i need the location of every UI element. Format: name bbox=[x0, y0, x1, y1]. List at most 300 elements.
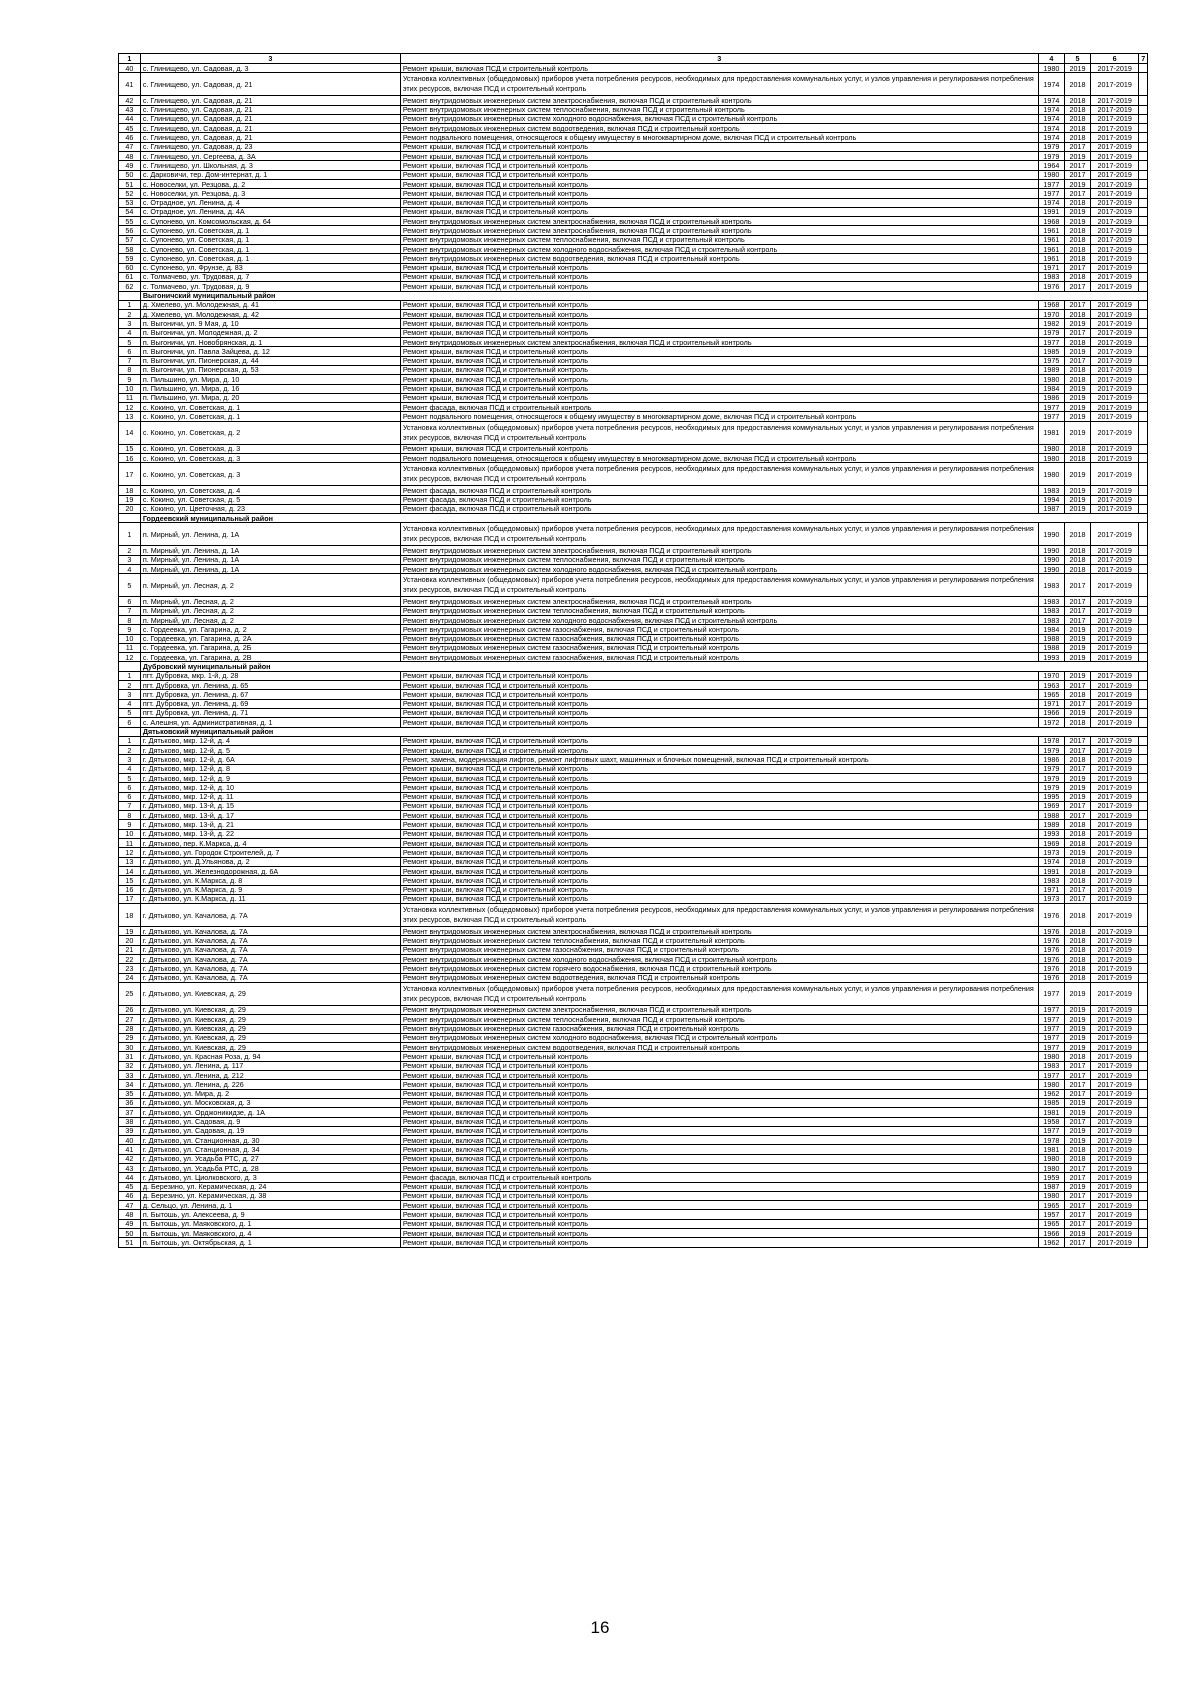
work-type-cell: Ремонт внутридомовых инженерных систем газоснабжения, включая ПСД и строительный контроль bbox=[400, 634, 1038, 643]
work-type-cell: Ремонт крыши, включая ПСД и строительный контроль bbox=[400, 736, 1038, 745]
section-header-row bbox=[119, 291, 1148, 300]
planned-year-cell: 2019 bbox=[1064, 653, 1090, 662]
planned-year-cell: 2017 bbox=[1064, 142, 1090, 151]
empty-cell bbox=[1139, 245, 1148, 254]
table-row bbox=[119, 1126, 1148, 1135]
address-cell: г. Дятьково, мкр. 12-й, д. 4 bbox=[140, 736, 400, 745]
table-row bbox=[119, 1191, 1148, 1200]
table-row bbox=[119, 393, 1148, 402]
empty-cell bbox=[1139, 282, 1148, 291]
empty-cell bbox=[1139, 272, 1148, 281]
work-type-cell: Ремонт крыши, включая ПСД и строительный контроль bbox=[400, 1182, 1038, 1191]
row-number: 34 bbox=[119, 1080, 141, 1089]
row-number: 48 bbox=[119, 1210, 141, 1219]
planned-year-cell: 2018 bbox=[1064, 857, 1090, 866]
empty-cell bbox=[1139, 486, 1148, 495]
work-type-cell: Установка коллективных (общедомовых) приборов учета потребления ресурсов, необходимых для предоставления коммунальных услуг, и узлов управления и регулирования потребления этих ресурсов, включая ПСД и строительный контроль bbox=[400, 904, 1038, 927]
build-year-cell: 1977 bbox=[1038, 1024, 1064, 1033]
period-cell: 2017-2019 bbox=[1091, 1163, 1139, 1172]
planned-year-cell: 2019 bbox=[1064, 1126, 1090, 1135]
period-cell: 2017-2019 bbox=[1091, 774, 1139, 783]
empty-cell bbox=[1139, 801, 1148, 810]
table-row bbox=[119, 142, 1148, 151]
build-year-cell: 1979 bbox=[1038, 764, 1064, 773]
work-type-cell: Ремонт, замена, модернизация лифтов, ремонт лифтовых шахт, машинных и блочных помещений, включая ПСД и строительный контроль bbox=[400, 755, 1038, 764]
work-type-cell: Ремонт крыши, включая ПСД и строительный контроль bbox=[400, 783, 1038, 792]
empty-cell bbox=[1139, 356, 1148, 365]
row-number: 39 bbox=[119, 1126, 141, 1135]
planned-year-cell: 2017 bbox=[1064, 764, 1090, 773]
period-cell: 2017-2019 bbox=[1091, 384, 1139, 393]
planned-year-cell: 2018 bbox=[1064, 690, 1090, 699]
build-year-cell: 1978 bbox=[1038, 736, 1064, 745]
address-cell: п. Мирный, ул. Лесная, д. 2 bbox=[140, 615, 400, 624]
work-type-cell: Ремонт крыши, включая ПСД и строительный контроль bbox=[400, 708, 1038, 717]
table-row bbox=[119, 755, 1148, 764]
build-year-cell: 1982 bbox=[1038, 319, 1064, 328]
row-number: 20 bbox=[119, 504, 141, 513]
planned-year-cell: 2019 bbox=[1064, 486, 1090, 495]
work-type-cell: Ремонт внутридомовых инженерных систем теплоснабжения, включая ПСД и строительный контроль bbox=[400, 555, 1038, 564]
build-year-cell: 1988 bbox=[1038, 643, 1064, 652]
table-row bbox=[119, 1210, 1148, 1219]
build-year-cell: 1984 bbox=[1038, 625, 1064, 634]
build-year-cell: 1971 bbox=[1038, 699, 1064, 708]
table-row bbox=[119, 973, 1148, 982]
period-cell: 2017-2019 bbox=[1091, 328, 1139, 337]
work-type-cell: Ремонт внутридомовых инженерных систем электроснабжения, включая ПСД и строительный контроль bbox=[400, 597, 1038, 606]
period-cell: 2017-2019 bbox=[1091, 1182, 1139, 1191]
row-number: 40 bbox=[119, 64, 141, 73]
row-number: 2 bbox=[119, 546, 141, 555]
work-type-cell: Ремонт фасада, включая ПСД и строительный контроль bbox=[400, 504, 1038, 513]
work-type-cell: Ремонт крыши, включая ПСД и строительный контроль bbox=[400, 894, 1038, 903]
address-cell: пгт. Дубровка, ул. Ленина, д. 71 bbox=[140, 708, 400, 717]
period-cell: 2017-2019 bbox=[1091, 708, 1139, 717]
build-year-cell: 1983 bbox=[1038, 615, 1064, 624]
empty-cell bbox=[1139, 393, 1148, 402]
period-cell: 2017-2019 bbox=[1091, 565, 1139, 574]
address-cell: с. Толмачево, ул. Трудовая, д. 9 bbox=[140, 282, 400, 291]
row-number: 38 bbox=[119, 1117, 141, 1126]
work-type-cell: Ремонт внутридомовых инженерных систем электроснабжения, включая ПСД и строительный контроль bbox=[400, 338, 1038, 347]
planned-year-cell: 2018 bbox=[1064, 226, 1090, 235]
address-cell: г. Дятьково, ул. Качалова, д. 7А bbox=[140, 936, 400, 945]
planned-year-cell: 2019 bbox=[1064, 1108, 1090, 1117]
empty-cell bbox=[1139, 217, 1148, 226]
section-header-row bbox=[119, 514, 1148, 523]
empty-cell bbox=[1139, 1071, 1148, 1080]
table-row bbox=[119, 681, 1148, 690]
row-number: 4 bbox=[119, 328, 141, 337]
period-cell: 2017-2019 bbox=[1091, 615, 1139, 624]
address-cell: г. Дятьково, ул. Садовая, д. 19 bbox=[140, 1126, 400, 1135]
planned-year-cell: 2017 bbox=[1064, 1191, 1090, 1200]
table-row bbox=[119, 235, 1148, 244]
empty-cell bbox=[1139, 606, 1148, 615]
address-cell: с. Глинищево, ул. Садовая, д. 21 bbox=[140, 133, 400, 142]
build-year-cell: 1980 bbox=[1038, 444, 1064, 453]
table-row bbox=[119, 1052, 1148, 1061]
empty-cell bbox=[1139, 328, 1148, 337]
planned-year-cell: 2019 bbox=[1064, 848, 1090, 857]
table-row bbox=[119, 653, 1148, 662]
work-type-cell: Ремонт фасада, включая ПСД и строительный контроль bbox=[400, 495, 1038, 504]
empty-cell bbox=[1139, 161, 1148, 170]
work-type-cell: Ремонт внутридомовых инженерных систем электроснабжения, включая ПСД и строительный контроль bbox=[400, 226, 1038, 235]
build-year-cell: 1971 bbox=[1038, 885, 1064, 894]
empty-cell bbox=[1139, 736, 1148, 745]
planned-year-cell: 2019 bbox=[1064, 783, 1090, 792]
planned-year-cell: 2018 bbox=[1064, 945, 1090, 954]
build-year-cell: 1980 bbox=[1038, 375, 1064, 384]
period-cell: 2017-2019 bbox=[1091, 152, 1139, 161]
build-year-cell: 1987 bbox=[1038, 504, 1064, 513]
row-number: 20 bbox=[119, 936, 141, 945]
planned-year-cell: 2019 bbox=[1064, 384, 1090, 393]
work-type-cell: Ремонт крыши, включая ПСД и строительный контроль bbox=[400, 161, 1038, 170]
period-cell: 2017-2019 bbox=[1091, 755, 1139, 764]
address-cell: г. Дятьково, ул. Циолковского, д. 3 bbox=[140, 1173, 400, 1182]
build-year-cell: 1991 bbox=[1038, 866, 1064, 875]
table-row bbox=[119, 356, 1148, 365]
row-number: 42 bbox=[119, 1154, 141, 1163]
build-year-cell: 1974 bbox=[1038, 133, 1064, 142]
table-row bbox=[119, 1089, 1148, 1098]
period-cell: 2017-2019 bbox=[1091, 105, 1139, 114]
period-cell: 2017-2019 bbox=[1091, 848, 1139, 857]
row-number: 47 bbox=[119, 142, 141, 151]
address-cell: п. Выгоничи, ул. 9 Мая, д. 10 bbox=[140, 319, 400, 328]
empty-cell bbox=[1139, 1229, 1148, 1238]
period-cell: 2017-2019 bbox=[1091, 393, 1139, 402]
row-number: 44 bbox=[119, 114, 141, 123]
build-year-cell: 1989 bbox=[1038, 820, 1064, 829]
build-year-cell: 1990 bbox=[1038, 546, 1064, 555]
empty-cell bbox=[1139, 574, 1148, 597]
row-number: 3 bbox=[119, 755, 141, 764]
build-year-cell: 1981 bbox=[1038, 1108, 1064, 1117]
address-cell: с. Глинищево, ул. Школьная, д. 3 bbox=[140, 161, 400, 170]
period-cell: 2017-2019 bbox=[1091, 189, 1139, 198]
table-row bbox=[119, 1005, 1148, 1014]
build-year-cell: 1988 bbox=[1038, 634, 1064, 643]
empty-cell bbox=[1139, 96, 1148, 105]
work-type-cell: Ремонт внутридомовых инженерных систем водоотведения, включая ПСД и строительный контроль bbox=[400, 124, 1038, 133]
row-number: 26 bbox=[119, 1005, 141, 1014]
table-row bbox=[119, 671, 1148, 680]
build-year-cell: 1990 bbox=[1038, 523, 1064, 546]
work-type-cell: Ремонт крыши, включая ПСД и строительный контроль bbox=[400, 764, 1038, 773]
planned-year-cell: 2017 bbox=[1064, 1089, 1090, 1098]
address-cell: г. Дятьково, мкр. 13-й, д. 21 bbox=[140, 820, 400, 829]
row-number: 9 bbox=[119, 625, 141, 634]
period-cell: 2017-2019 bbox=[1091, 272, 1139, 281]
build-year-cell: 1974 bbox=[1038, 857, 1064, 866]
period-cell: 2017-2019 bbox=[1091, 1089, 1139, 1098]
planned-year-cell: 2017 bbox=[1064, 1173, 1090, 1182]
work-type-cell: Ремонт крыши, включая ПСД и строительный контроль bbox=[400, 792, 1038, 801]
table-row bbox=[119, 133, 1148, 142]
section-title: Дятьковский муниципальный район bbox=[140, 727, 1147, 736]
row-number: 15 bbox=[119, 444, 141, 453]
planned-year-cell: 2017 bbox=[1064, 1080, 1090, 1089]
address-cell: г. Дятьково, ул. Качалова, д. 7А bbox=[140, 955, 400, 964]
work-type-cell: Ремонт крыши, включая ПСД и строительный контроль bbox=[400, 347, 1038, 356]
address-cell: г. Дятьково, ул. Киевская, д. 29 bbox=[140, 1033, 400, 1042]
address-cell: г. Дятьково, ул. Орджоникидзе, д. 1А bbox=[140, 1108, 400, 1117]
planned-year-cell: 2017 bbox=[1064, 300, 1090, 309]
period-cell: 2017-2019 bbox=[1091, 504, 1139, 513]
table-row bbox=[119, 152, 1148, 161]
table-row bbox=[119, 338, 1148, 347]
table-row bbox=[119, 936, 1148, 945]
address-cell: пгт. Дубровка, мкр. 1-й, д. 28 bbox=[140, 671, 400, 680]
row-number: 43 bbox=[119, 1163, 141, 1172]
address-cell: с. Гордеевка, ул. Гагарина, д. 2А bbox=[140, 634, 400, 643]
build-year-cell: 1985 bbox=[1038, 1098, 1064, 1107]
row-number: 40 bbox=[119, 1136, 141, 1145]
table-row bbox=[119, 504, 1148, 513]
empty-cell bbox=[1139, 152, 1148, 161]
address-cell: с. Дарковичи, тер. Дом-интернат, д. 1 bbox=[140, 170, 400, 179]
build-year-cell: 1980 bbox=[1038, 1080, 1064, 1089]
address-cell: п. Мирный, ул. Лесная, д. 2 bbox=[140, 606, 400, 615]
row-number: 11 bbox=[119, 393, 141, 402]
row-number: 44 bbox=[119, 1173, 141, 1182]
build-year-cell: 1958 bbox=[1038, 1117, 1064, 1126]
period-cell: 2017-2019 bbox=[1091, 523, 1139, 546]
work-type-cell: Ремонт внутридомовых инженерных систем холодного водоснабжения, включая ПСД и строительный контроль bbox=[400, 245, 1038, 254]
period-cell: 2017-2019 bbox=[1091, 486, 1139, 495]
period-cell: 2017-2019 bbox=[1091, 1191, 1139, 1200]
table-row bbox=[119, 876, 1148, 885]
address-cell: с. Кокино, ул. Советская, д. 3 bbox=[140, 453, 400, 462]
period-cell: 2017-2019 bbox=[1091, 338, 1139, 347]
empty-cell bbox=[1139, 885, 1148, 894]
row-number: 29 bbox=[119, 1033, 141, 1042]
empty-cell bbox=[1139, 634, 1148, 643]
period-cell: 2017-2019 bbox=[1091, 625, 1139, 634]
empty-cell bbox=[1139, 170, 1148, 179]
header-col-7: 7 bbox=[1139, 54, 1148, 64]
empty-cell bbox=[1139, 848, 1148, 857]
table-row bbox=[119, 161, 1148, 170]
empty-cell bbox=[1139, 1117, 1148, 1126]
empty-cell bbox=[1139, 973, 1148, 982]
work-type-cell: Ремонт внутридомовых инженерных систем водоотведения, включая ПСД и строительный контроль bbox=[400, 254, 1038, 263]
row-number: 18 bbox=[119, 486, 141, 495]
work-type-cell: Ремонт крыши, включая ПСД и строительный контроль bbox=[400, 207, 1038, 216]
empty-cell bbox=[1139, 792, 1148, 801]
period-cell: 2017-2019 bbox=[1091, 574, 1139, 597]
period-cell: 2017-2019 bbox=[1091, 217, 1139, 226]
planned-year-cell: 2019 bbox=[1064, 671, 1090, 680]
period-cell: 2017-2019 bbox=[1091, 179, 1139, 188]
table-row bbox=[119, 1043, 1148, 1052]
header-col-1: 1 bbox=[119, 54, 141, 64]
table-row bbox=[119, 894, 1148, 903]
planned-year-cell: 2019 bbox=[1064, 1098, 1090, 1107]
empty-cell bbox=[1139, 615, 1148, 624]
row-number: 27 bbox=[119, 1015, 141, 1024]
work-type-cell: Ремонт крыши, включая ПСД и строительный контроль bbox=[400, 189, 1038, 198]
row-number: 3 bbox=[119, 319, 141, 328]
build-year-cell: 1995 bbox=[1038, 792, 1064, 801]
empty-cell bbox=[1139, 73, 1148, 96]
empty-cell bbox=[1139, 1154, 1148, 1163]
row-number: 28 bbox=[119, 1024, 141, 1033]
empty-cell bbox=[1139, 235, 1148, 244]
table-row bbox=[119, 625, 1148, 634]
row-number: 14 bbox=[119, 866, 141, 875]
table-row bbox=[119, 820, 1148, 829]
work-type-cell: Ремонт фасада, включая ПСД и строительный контроль bbox=[400, 486, 1038, 495]
empty-cell bbox=[1139, 1089, 1148, 1098]
work-type-cell: Ремонт крыши, включая ПСД и строительный контроль bbox=[400, 801, 1038, 810]
period-cell: 2017-2019 bbox=[1091, 801, 1139, 810]
empty-cell bbox=[1139, 1015, 1148, 1024]
planned-year-cell: 2017 bbox=[1064, 681, 1090, 690]
empty-cell bbox=[1139, 105, 1148, 114]
address-cell: г. Дятьково, ул. Качалова, д. 7А bbox=[140, 927, 400, 936]
planned-year-cell: 2019 bbox=[1064, 179, 1090, 188]
build-year-cell: 1974 bbox=[1038, 114, 1064, 123]
build-year-cell: 1966 bbox=[1038, 1229, 1064, 1238]
address-cell: п. Мирный, ул. Ленина, д. 1А bbox=[140, 523, 400, 546]
work-type-cell: Ремонт крыши, включая ПСД и строительный контроль bbox=[400, 393, 1038, 402]
work-type-cell: Ремонт крыши, включая ПСД и строительный контроль bbox=[400, 681, 1038, 690]
row-number: 9 bbox=[119, 820, 141, 829]
empty-cell bbox=[1139, 1219, 1148, 1228]
planned-year-cell: 2019 bbox=[1064, 64, 1090, 73]
work-type-cell: Ремонт внутридомовых инженерных систем теплоснабжения, включая ПСД и строительный контроль bbox=[400, 606, 1038, 615]
build-year-cell: 1973 bbox=[1038, 894, 1064, 903]
period-cell: 2017-2019 bbox=[1091, 597, 1139, 606]
period-cell: 2017-2019 bbox=[1091, 495, 1139, 504]
build-year-cell: 1977 bbox=[1038, 403, 1064, 412]
planned-year-cell: 2018 bbox=[1064, 718, 1090, 727]
period-cell: 2017-2019 bbox=[1091, 1173, 1139, 1182]
planned-year-cell: 2019 bbox=[1064, 1005, 1090, 1014]
build-year-cell: 1976 bbox=[1038, 927, 1064, 936]
work-type-cell: Ремонт внутридомовых инженерных систем теплоснабжения, включая ПСД и строительный контроль bbox=[400, 936, 1038, 945]
empty-cell bbox=[1139, 1238, 1148, 1247]
build-year-cell: 1977 bbox=[1038, 1043, 1064, 1052]
planned-year-cell: 2018 bbox=[1064, 546, 1090, 555]
period-cell: 2017-2019 bbox=[1091, 64, 1139, 73]
row-number: 5 bbox=[119, 574, 141, 597]
planned-year-cell: 2019 bbox=[1064, 421, 1090, 444]
empty-cell bbox=[1139, 226, 1148, 235]
address-cell: г. Дятьково, ул. Красная Роза, д. 94 bbox=[140, 1052, 400, 1061]
work-type-cell: Ремонт крыши, включая ПСД и строительный контроль bbox=[400, 746, 1038, 755]
address-cell: с. Алешня, ул. Административная, д. 1 bbox=[140, 718, 400, 727]
row-number: 21 bbox=[119, 945, 141, 954]
row-number: 45 bbox=[119, 1182, 141, 1191]
build-year-cell: 1959 bbox=[1038, 1173, 1064, 1182]
table-row bbox=[119, 1080, 1148, 1089]
planned-year-cell: 2019 bbox=[1064, 643, 1090, 652]
planned-year-cell: 2018 bbox=[1064, 235, 1090, 244]
empty-cell bbox=[1139, 142, 1148, 151]
address-cell: г. Дятьково, мкр. 13-й, д. 22 bbox=[140, 829, 400, 838]
build-year-cell: 1981 bbox=[1038, 421, 1064, 444]
build-year-cell: 1966 bbox=[1038, 708, 1064, 717]
row-number: 36 bbox=[119, 1098, 141, 1107]
planned-year-cell: 2018 bbox=[1064, 105, 1090, 114]
planned-year-cell: 2019 bbox=[1064, 217, 1090, 226]
row-number: 53 bbox=[119, 198, 141, 207]
address-cell: с. Кокино, ул. Советская, д. 5 bbox=[140, 495, 400, 504]
table-row bbox=[119, 189, 1148, 198]
planned-year-cell: 2018 bbox=[1064, 936, 1090, 945]
table-row bbox=[119, 699, 1148, 708]
period-cell: 2017-2019 bbox=[1091, 555, 1139, 564]
address-cell: с. Кокино, ул. Советская, д. 1 bbox=[140, 403, 400, 412]
row-number: 54 bbox=[119, 207, 141, 216]
address-cell: с. Кокино, ул. Советская, д. 4 bbox=[140, 486, 400, 495]
period-cell: 2017-2019 bbox=[1091, 226, 1139, 235]
work-type-cell: Ремонт крыши, включая ПСД и строительный контроль bbox=[400, 356, 1038, 365]
row-number: 4 bbox=[119, 565, 141, 574]
row-number: 35 bbox=[119, 1089, 141, 1098]
row-number: 24 bbox=[119, 973, 141, 982]
work-type-cell: Ремонт крыши, включая ПСД и строительный контроль bbox=[400, 690, 1038, 699]
row-number: 31 bbox=[119, 1052, 141, 1061]
table-row bbox=[119, 783, 1148, 792]
planned-year-cell: 2019 bbox=[1064, 319, 1090, 328]
table-row bbox=[119, 463, 1148, 486]
work-type-cell: Ремонт крыши, включая ПСД и строительный контроль bbox=[400, 64, 1038, 73]
build-year-cell: 1976 bbox=[1038, 936, 1064, 945]
table-row bbox=[119, 217, 1148, 226]
planned-year-cell: 2019 bbox=[1064, 495, 1090, 504]
row-number: 12 bbox=[119, 403, 141, 412]
build-year-cell: 1983 bbox=[1038, 606, 1064, 615]
planned-year-cell: 2018 bbox=[1064, 198, 1090, 207]
work-type-cell: Ремонт крыши, включая ПСД и строительный контроль bbox=[400, 142, 1038, 151]
empty-cell bbox=[1139, 764, 1148, 773]
row-number: 1 bbox=[119, 671, 141, 680]
row-number: 4 bbox=[119, 764, 141, 773]
planned-year-cell: 2019 bbox=[1064, 152, 1090, 161]
build-year-cell: 1979 bbox=[1038, 142, 1064, 151]
table-row bbox=[119, 774, 1148, 783]
build-year-cell: 1983 bbox=[1038, 876, 1064, 885]
period-cell: 2017-2019 bbox=[1091, 310, 1139, 319]
planned-year-cell: 2017 bbox=[1064, 1201, 1090, 1210]
planned-year-cell: 2018 bbox=[1064, 245, 1090, 254]
row-number: 7 bbox=[119, 606, 141, 615]
work-type-cell: Ремонт крыши, включая ПСД и строительный контроль bbox=[400, 1191, 1038, 1200]
row-number: 13 bbox=[119, 857, 141, 866]
period-cell: 2017-2019 bbox=[1091, 681, 1139, 690]
empty-cell bbox=[1139, 625, 1148, 634]
period-cell: 2017-2019 bbox=[1091, 876, 1139, 885]
build-year-cell: 1984 bbox=[1038, 384, 1064, 393]
planned-year-cell: 2019 bbox=[1064, 412, 1090, 421]
empty-cell bbox=[1139, 927, 1148, 936]
table-row bbox=[119, 982, 1148, 1005]
row-number: 52 bbox=[119, 189, 141, 198]
empty-cell bbox=[1139, 820, 1148, 829]
address-cell: с. Кокино, ул. Советская, д. 2 bbox=[140, 421, 400, 444]
table-row bbox=[119, 300, 1148, 309]
table-row bbox=[119, 105, 1148, 114]
work-type-cell: Ремонт крыши, включая ПСД и строительный контроль bbox=[400, 198, 1038, 207]
period-cell: 2017-2019 bbox=[1091, 1098, 1139, 1107]
